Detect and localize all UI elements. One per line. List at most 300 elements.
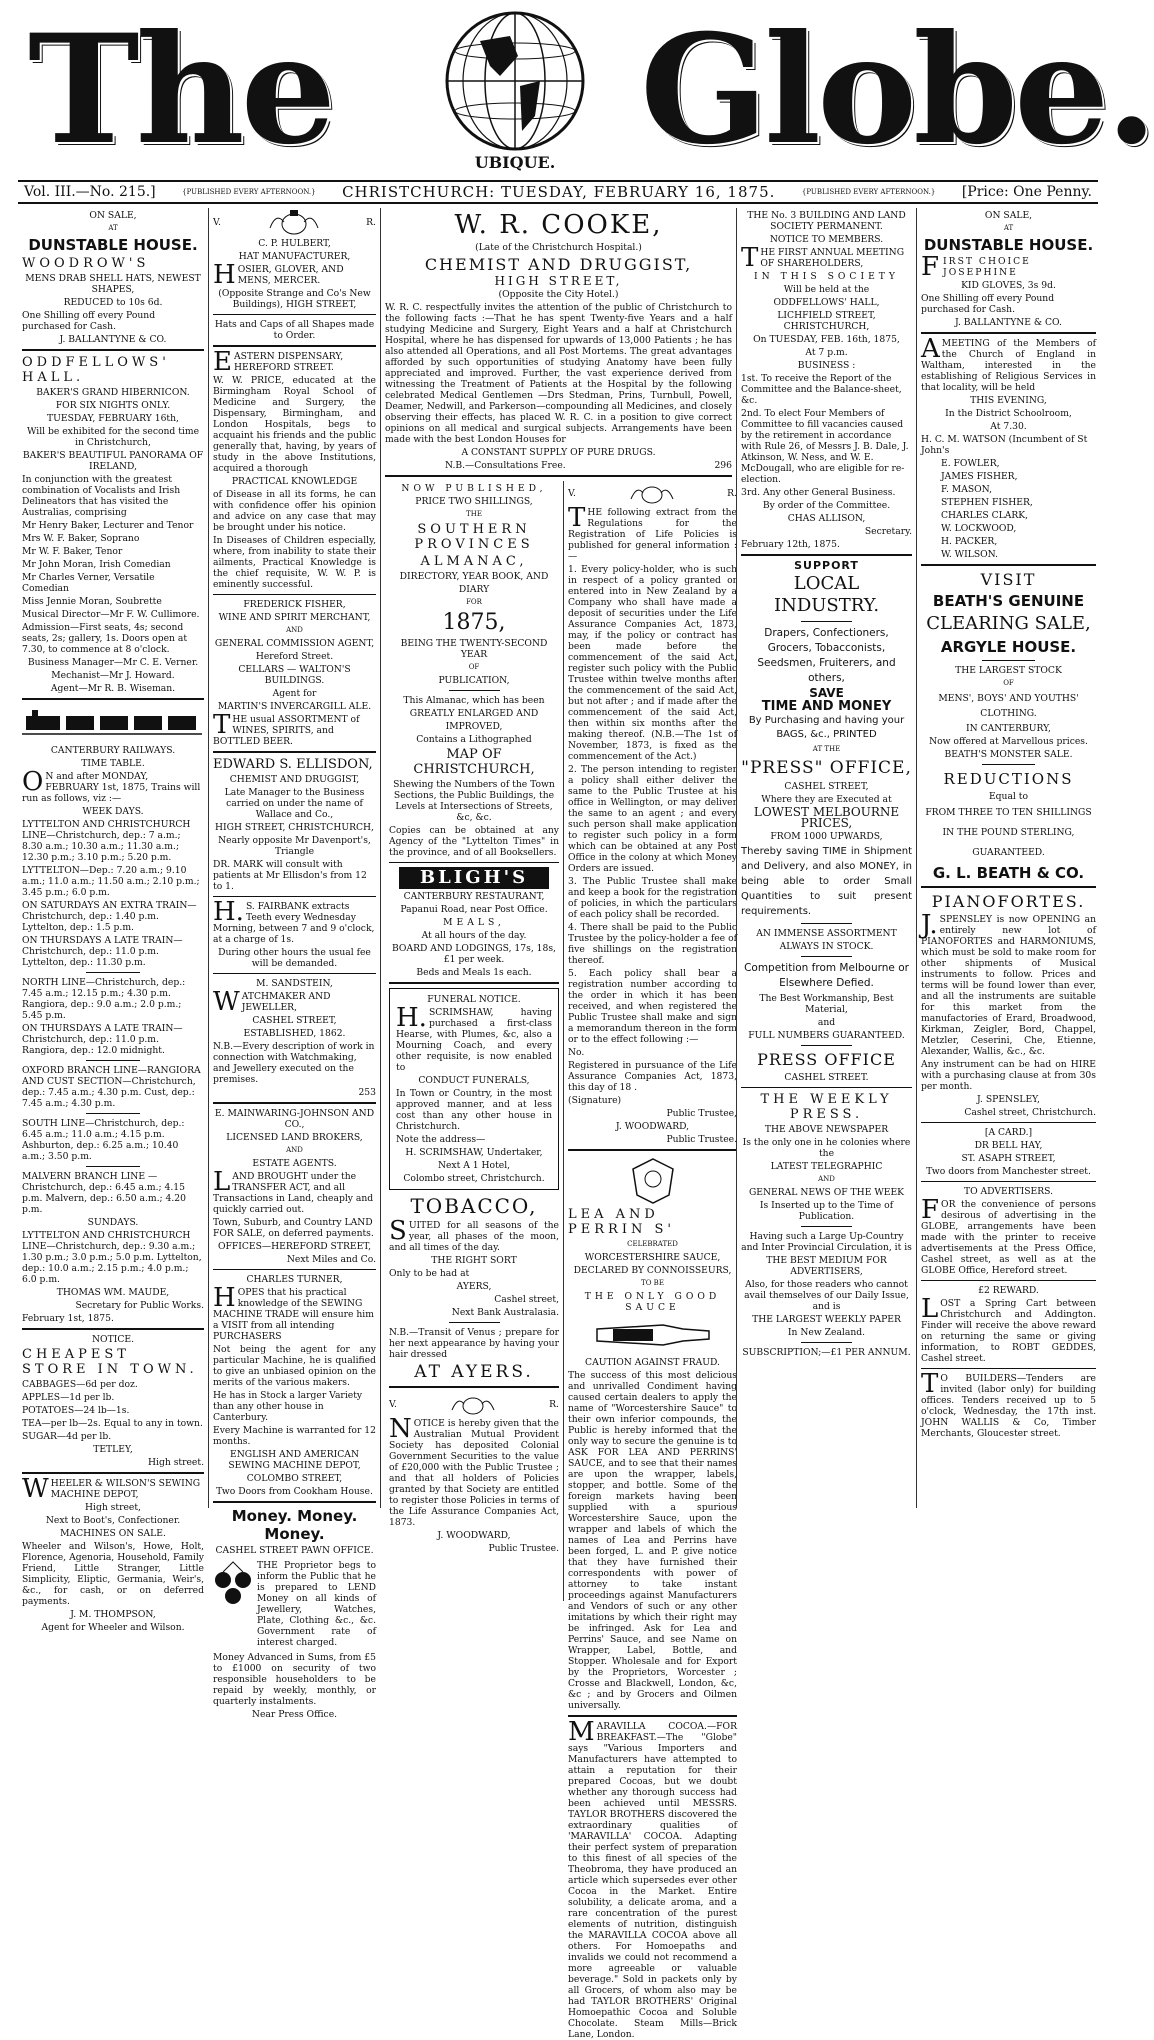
maude: THOMAS WM. MAUDE, bbox=[56, 1287, 170, 1298]
thompson: J. M. THOMPSON, bbox=[70, 1609, 156, 1620]
price-4: TEA—per lb—2s. Equal to any in town. bbox=[22, 1418, 203, 1429]
workmanship: The Best Workmanship, Best Material, bbox=[759, 993, 894, 1015]
cooke-consult-num: 296 bbox=[714, 460, 732, 471]
price: [Price: One Penny. bbox=[961, 184, 1092, 200]
will-be-held: Will be held at the bbox=[783, 284, 870, 295]
by-order: By order of the Committee. bbox=[762, 500, 891, 511]
for-label: FOR bbox=[466, 598, 482, 606]
column-2 bbox=[208, 208, 380, 1720]
name-6: CHARLES CLARK, bbox=[941, 510, 1029, 521]
eastern-dispensary: EASTERN DISPENSARY, HEREFORD STREET. bbox=[213, 347, 344, 377]
masthead-title-right: Globe. bbox=[640, 2, 1154, 178]
above-newspaper: THE ABOVE NEWSPAPER bbox=[764, 1124, 889, 1135]
regulation-5: 5. Each policy shall bear a registration number according to the order in which it has been received, and when registered the Public Trustee shall make and sign a memorandum thereon in the form or to the effect following :— bbox=[568, 968, 737, 1045]
oxford-line: OXFORD BRANCH LINE—RANGIORA AND CUST SECTION—Christchurch, dep.: 7.45 a.m.; 4.30 p.m. Cust, dep.: 7.45 a.m.; 4.30 p.m. bbox=[22, 1065, 201, 1109]
subscription: SUBSCRIPTION;—£1 PER ANNUM. bbox=[742, 1347, 911, 1358]
visit: VISIT bbox=[980, 570, 1037, 589]
name-1: H. C. M. WATSON (Incumbent of St John's bbox=[921, 434, 1088, 456]
name-4: F. MASON, bbox=[941, 484, 993, 495]
at-ayers: AT AYERS. bbox=[414, 1362, 534, 1382]
public-trustee-2: Public Trustee, bbox=[666, 1108, 737, 1119]
two-doors-manchester: Two doors from Manchester street. bbox=[926, 1166, 1091, 1177]
conduct-funerals: CONDUCT FUNERALS, bbox=[418, 1075, 530, 1086]
at-730: At 7.30. bbox=[990, 421, 1027, 432]
woodward: J. WOODWARD, bbox=[437, 1530, 511, 1541]
ellisdon-late: Late Manager to the Business carried on under the name of Wallace and Co., bbox=[224, 787, 365, 820]
bell-hay: DR BELL HAY, bbox=[974, 1140, 1043, 1151]
cooke-chemist: CHEMIST AND DRUGGIST, bbox=[424, 255, 693, 274]
column-5 bbox=[916, 208, 1100, 1508]
money-advanced: Money Advanced in Sums, from £5 to £1000 on security of two responsible householders to be repaid by weekly, monthly, or quarterly instalments. bbox=[213, 1652, 376, 1707]
regulation-3: 3. The Public Trustee shall make and keep a book for the registration of policies, in which the particulars of each policy shall be recorded. bbox=[568, 876, 737, 920]
guaranteed: GUARANTEED. bbox=[972, 847, 1045, 858]
lyttelton-line-1: LYTTELTON AND CHRISTCHURCH LINE—Christchurch, dep.: 7 a.m.; 8.30 a.m.; 10.30 a.m.; 11.30 a.m.; 12.30 p.m.; 3.10 p.m.; 5.20 p.m. bbox=[22, 819, 191, 863]
cashel-street: CASHEL STREET, bbox=[784, 781, 869, 792]
now-offered: Now offered at Marvellous prices. bbox=[929, 736, 1088, 747]
cooke-late: (Late of the Christchurch Hospital.) bbox=[475, 242, 642, 253]
tobacco: TOBACCO, bbox=[410, 1194, 538, 1218]
ballantyne-2: J. BALLANTYNE & CO. bbox=[955, 317, 1062, 328]
money-heading: Money. Money. Money. bbox=[231, 1507, 358, 1543]
largest-stock: THE LARGEST STOCK bbox=[955, 665, 1062, 676]
public-trustee-3: Public Trustee. bbox=[666, 1134, 737, 1145]
established: ESTABLISHED, 1862. bbox=[243, 1028, 346, 1039]
hosier: HOSIER, GLOVER, AND MENS, MERCER. bbox=[213, 260, 344, 290]
machines-on-sale: MACHINES ON SALE. bbox=[60, 1528, 166, 1539]
cooke-supply: A CONSTANT SUPPLY OF PURE DRUGS. bbox=[461, 447, 656, 458]
land-body: LAND BROUGHT under the TRANSFER ACT, and all Transactions in Land, cheaply and quickly carried out. bbox=[213, 1167, 374, 1215]
hats-caps: Hats and Caps of all Shapes made to Order. bbox=[214, 319, 375, 341]
pawn-body: THE Proprietor begs to inform the Public that he is prepared to LEND Money on all kinds of Jewellery, Watches, Plate, Clothing &c., &c. Government rate of interest charged. bbox=[257, 1560, 376, 1648]
lowest-prices: LOWEST MELBOURNE PRICES, bbox=[753, 805, 900, 830]
funeral-body-2: In Town or Country, in the most approved manner, and at less cost than any other house in Christchurch. bbox=[396, 1088, 552, 1132]
during: During other hours the usual fee will be demanded. bbox=[218, 947, 371, 969]
almanac: ALMANAC, bbox=[420, 554, 528, 569]
crest-r: R. bbox=[366, 216, 376, 228]
right-sort: THE RIGHT SORT bbox=[431, 1255, 517, 1266]
lost-cart: LOST a Spring Cart between Christchurch and Addington. Finder will receive the above reward on returning the same or giving information, to ROBT GEDDES, Cashel street. bbox=[921, 1294, 1096, 1364]
to-advertisers: TO ADVERTISERS. bbox=[963, 1186, 1054, 1197]
name-5: STEPHEN FISHER, bbox=[941, 497, 1033, 508]
hat-manufacturer: HAT MANUFACTURER, bbox=[238, 251, 351, 262]
item-3: 3rd. Any other General Business. bbox=[741, 487, 896, 498]
schoolroom: In the District Schoolroom, bbox=[945, 408, 1072, 419]
shilling-off: One Shilling off every Pound purchased for Cash. bbox=[22, 310, 156, 332]
secretary: Secretary. bbox=[864, 526, 912, 537]
feb-12: February 12th, 1875. bbox=[741, 539, 840, 550]
local-industry: LOCAL INDUSTRY. bbox=[773, 573, 880, 616]
beaths-genuine: BEATH'S GENUINE bbox=[932, 592, 1085, 610]
shewing: Shewing the Numbers of the Town Sections, the Public Buildings, the Levels at Intersections of Streets, &c, &c. bbox=[393, 779, 555, 823]
reduced: REDUCED to 10s 6d. bbox=[63, 297, 163, 308]
regulation-4: 4. There shall be paid to the Public Trustee by the policy-holder a fee of five shillings on the registration thereof. bbox=[568, 922, 737, 966]
cast-3: Mr W. F. Baker, Tenor bbox=[22, 546, 123, 557]
allison: CHAS ALLISON, bbox=[787, 513, 866, 524]
ellisdon-high: HIGH STREET, CHRISTCHURCH, bbox=[215, 822, 374, 833]
largest-weekly: THE LARGEST WEEKLY PAPER bbox=[752, 1314, 901, 1325]
canterbury-restaurant: CANTERBURY RESTAURANT, bbox=[403, 891, 545, 902]
fairbank: H.S. FAIRBANK extracts Teeth every Wednesday Morning, between 7 and 9 o'clock, at a charge of 1s. bbox=[213, 897, 375, 945]
crest-v-3: V. bbox=[568, 487, 576, 499]
latest-telegraphic: LATEST TELEGRAPHIC bbox=[770, 1161, 883, 1172]
pianofortes: PIANOFORTES. bbox=[931, 892, 1086, 911]
pawn-balls-icon bbox=[213, 1558, 253, 1604]
notice-members: NOTICE TO MEMBERS. bbox=[769, 234, 884, 245]
agent: Agent—Mr R. B. Wiseman. bbox=[50, 683, 176, 694]
full-numbers: FULL NUMBERS GUARANTEED. bbox=[748, 1030, 905, 1041]
note-address: Note the address— bbox=[396, 1134, 486, 1145]
regulations-intro: THE following extract from the Regulations for the Registration of Life Policies is published for general information :— bbox=[568, 503, 737, 562]
first-choice: FIRST CHOICE JOSEPHINE bbox=[921, 252, 1031, 282]
at-label: AT bbox=[108, 224, 118, 232]
save: SAVE bbox=[809, 686, 844, 700]
south-line: SOUTH LINE—Christchurch, dep.: 6.45 a.m.; 11.0 a.m.; 4.15 p.m. Ashburton, dep.: 6.25 a.m.; 10.40 a.m.; 3.50 p.m. bbox=[22, 1118, 185, 1162]
exhibited: Will be exhibited for the second time in Christchurch, bbox=[26, 426, 200, 448]
opposite-strange: (Opposite Strange and Co's New Buildings), HIGH STREET, bbox=[218, 288, 371, 310]
southern-provinces: SOUTHERN PROVINCES bbox=[414, 522, 534, 552]
ellisdon: EDWARD S. ELLISDON, bbox=[213, 757, 373, 772]
in-nz: In New Zealand. bbox=[787, 1327, 866, 1338]
issue-date: CHRISTCHURCH: TUESDAY, FEBRUARY 16, 1875. bbox=[342, 183, 776, 201]
the-label: THE bbox=[466, 510, 482, 518]
ballantyne: J. BALLANTYNE & CO. bbox=[59, 334, 167, 345]
oddfellows-heading: ODDFELLOWS' HALL. bbox=[22, 355, 170, 385]
celebrated: CELEBRATED bbox=[627, 1240, 678, 1248]
thursdays: ON THURSDAYS A LATE TRAIN—Christchurch, dep.: 11.0 p.m. Lyttelton, dep.: 11.30 p.m. bbox=[22, 935, 183, 968]
suited: SUITED for all seasons of the year, all phases of the moon, and all times of the day. bbox=[389, 1216, 559, 1253]
saturdays: ON SATURDAYS AN EXTRA TRAIN—Christchurch, dep.: 1.40 p.m. Lyttelton, dep.: 1.5 p.m. bbox=[22, 900, 197, 933]
practical-knowledge: PRACTICAL KNOWLEDGE bbox=[231, 476, 358, 487]
directory: DIRECTORY, YEAR BOOK, AND bbox=[399, 571, 549, 582]
only-good-sauce: THE ONLY GOOD SAUCE bbox=[584, 1291, 721, 1313]
nb-watchmaking: N.B.—Every description of work in connection with Watchmaking, and Jewellery executed on the premises. bbox=[213, 1041, 375, 1085]
watchmaker: WATCHMAKER AND JEWELLER, bbox=[213, 987, 331, 1017]
next-bank: Next Bank Australasia. bbox=[451, 1307, 559, 1318]
only-had: Only to be had at bbox=[389, 1268, 470, 1279]
cooke-body: W. R. C. respectfully invites the attention of the public of Christchurch to the following facts :—That he has spent Twenty-five Years and a half studying Medicine and Surgery, Eight Years and a half at Christchurch Hospital, where he has dispensed for upwards of 13,000 Patients ; he has also attended all Operations, and all Post Mortems. The great advantages afforded by such opportunities of studying Anatomy have been fully appreciated and improved. Further, the vast experience derived from witnessing the Treatment of Patients at the Hospital by the following celebrated Medical Gentlemen —Drs Stedman, Prins, Turnbull, Powell, Deamer, Nedwill, and Parkerson—compounding all Medicines, and closely observing their effects, has placed W. R. C. in a position to give correct opinions on all medical and surgical subjects. Arrangements have been made with the best London Houses for bbox=[385, 302, 732, 445]
price-5: SUGAR—4d per lb. bbox=[22, 1431, 112, 1442]
wheeler-heading: WHEELER & WILSON'S SEWING MACHINE DEPOT, bbox=[22, 1474, 201, 1504]
woodward-2: J. WOODWARD, bbox=[615, 1121, 690, 1132]
pawn-office: CASHEL STREET PAWN OFFICE. bbox=[215, 1545, 374, 1556]
cellars: CELLARS — WALTON'S BUILDINGS. bbox=[238, 664, 351, 686]
colombo-street: COLOMBO STREET, bbox=[246, 1473, 343, 1484]
clearing-sale: CLEARING SALE, bbox=[926, 613, 1091, 634]
colombo: Colombo street, Christchurch. bbox=[403, 1173, 545, 1184]
building-society: THE No. 3 BUILDING AND LAND SOCIETY PERMANENT. bbox=[747, 210, 906, 232]
wheeler-high: High street, bbox=[85, 1502, 141, 1513]
nb-number: 253 bbox=[358, 1087, 376, 1098]
cast-2: Mrs W. F. Baker, Soprano bbox=[22, 533, 140, 544]
mens-clothing: MENS', BOYS' AND YOUTHS' CLOTHING. bbox=[938, 693, 1079, 719]
improved: IMPROVED, bbox=[445, 721, 503, 732]
three-to-ten: FROM THREE TO TEN SHILLINGS bbox=[925, 807, 1092, 818]
baker-heading: BAKER'S GRAND HIBERNICON. bbox=[36, 387, 190, 398]
thereby-saving: Thereby saving TIME in Shipment and Delivery, and also MONEY, in being able to order Small Quantities to suit present requirements. bbox=[741, 846, 912, 917]
feb-1: February 1st, 1875. bbox=[22, 1313, 114, 1324]
caution-body: The success of this most delicious and unrivalled Condiment having caused certain dealers to apply the name of "Worcestershire Sauce" to their own inferior compounds, the Public is hereby informed that the only way to secure the genuine is to ASK FOR LEA AND PERRINS' SAUCE, and to see that their names are upon the wrapper, labels, stopper, and bottle. Some of the foreign markets having been supplied with a spurious Worcestershire Sauce, upon the wrapper and labels of which the names of Lea and Perrins have been forged, L. and P. give notice that they have furnished their correspondents with power of attorney to take instant proceedings against Manufacturers and Vendors of such or any other imitations by which their right may be infringed. Ask for Lea and Perrins' Sauce, and see Name on Wrapper, Label, Bottle, and Stopper. Wholesale and for Export by the Proprietors, Worcester ; Crosse and Blackwell, London, &c, &c ; and by Grocers and Oilmen universally. bbox=[568, 1370, 737, 1711]
two-doors-cookham: Two Doors from Cookham House. bbox=[216, 1486, 373, 1497]
reward: £2 REWARD. bbox=[978, 1285, 1039, 1296]
equal-to: Equal to bbox=[988, 791, 1029, 802]
funeral-body: H.SCRIMSHAW, having purchased a first-class Hearse, with Plumes, &c, also a Mourning Coach, and every other requisite, is now enabled to bbox=[396, 1003, 552, 1073]
cast-6: Miss Jennie Moran, Soubrette bbox=[22, 596, 162, 607]
cast-7: Musical Director—Mr F. W. Cullimore. bbox=[22, 609, 200, 620]
sandstein-cashel: CASHEL STREET, bbox=[252, 1015, 337, 1026]
spensley-cashel: Cashel street, Christchurch. bbox=[964, 1107, 1096, 1118]
blighs-heading: BLIGH'S bbox=[399, 867, 549, 889]
turner-stock: He has in Stock a larger Variety than any other house in Canterbury. bbox=[213, 1390, 363, 1423]
having-such: Having such a Large Up-Country and Inter Provincial Circulation, it is bbox=[741, 1231, 912, 1253]
year-1875: 1875, bbox=[442, 610, 506, 635]
column-4 bbox=[736, 208, 916, 1508]
name-8: H. PACKER, bbox=[941, 536, 998, 547]
always-in-stock: ALWAYS IN STOCK. bbox=[779, 941, 874, 952]
immense: AN IMMENSE ASSORTMENT bbox=[756, 928, 897, 939]
canterbury-railways: CANTERBURY RAILWAYS. bbox=[50, 745, 176, 756]
turner-hopes: HOPES that his practical knowledge of the SEWING MACHINE TRADE will ensure him a VISIT from all intending PURCHASERS bbox=[213, 1283, 374, 1342]
at-label-2: AT bbox=[1003, 224, 1014, 232]
papanui: Papanui Road, near Post Office. bbox=[400, 904, 548, 915]
only-one: Is the only one in he colonies where the bbox=[742, 1137, 911, 1159]
regulation-2: 2. The person intending to register a policy shall either deliver the same to the Public Trustee at his office in Wellington, or may deliver the same to an agent ; and every such person shall make application to register such policy in a form which can be obtained at any Post Office in the colony at which Money Orders are issued. bbox=[568, 764, 737, 874]
from-1000: FROM 1000 UPWARDS, bbox=[770, 831, 883, 842]
first-meeting: THE FIRST ANNUAL MEETING OF SHAREHOLDERS, bbox=[741, 243, 905, 273]
meeting: AMEETING of the Members of the Church of England in Waltham, interested in the establishing of Religious Services in that locality, will be held bbox=[921, 334, 1096, 393]
lyttelton-line-2: LYTTELTON—Dep.: 7.20 a.m.; 9.10 a.m.; 11.0 a.m.; 11.50 a.m.; 2.10 p.m.; 3.45 p.m.; 6.0 p.m. bbox=[22, 865, 200, 898]
regulation-1: 1. Every policy-holder, who is such in respect of a policy granted or entered into in New Zealand by a Company who shall have made a deposit of securities under the Life Assurance Companies Act, 1873, may, if the policy or contract has been made before the commencement of the said Act, register such policy with the Public Trustee within twelve months after the commencement of the said Act, but not after ; and if made after the commencement of the said Act, then within six months after the making thereof. (N.B.—The 1st of November, 1873, is fixed as the commencement of the Act.) bbox=[568, 564, 737, 762]
and-label: AND bbox=[286, 626, 303, 634]
wheeler-next: Next to Boot's, Confectioner. bbox=[45, 1515, 181, 1526]
ayers: AYERS, bbox=[456, 1281, 492, 1292]
column-3 bbox=[380, 208, 737, 2040]
transit-venus: N.B.—Transit of Venus ; prepare for her next appearance by having your hair dressed bbox=[389, 1327, 559, 1360]
support: SUPPORT bbox=[794, 559, 859, 572]
time-table: TIME TABLE. bbox=[81, 758, 145, 769]
purchasing: By Purchasing and having your BAGS, &c., PRINTED bbox=[748, 715, 905, 740]
offices: OFFICES—HEREFORD STREET, bbox=[217, 1241, 372, 1252]
to-be: TO BE bbox=[641, 1279, 664, 1287]
on-sale: ON SALE, bbox=[89, 210, 137, 221]
cast-5: Mr Charles Verner, Versatile Comedian bbox=[22, 572, 155, 594]
usual-assortment: THE usual ASSORTMENT of WINES, SPIRITS, and BOTTLED BEER. bbox=[213, 710, 360, 747]
maude-title: Secretary for Public Works. bbox=[75, 1300, 204, 1311]
land-brokers: LICENSED LAND BROKERS, bbox=[226, 1132, 363, 1143]
next-a1: Next A 1 Hotel, bbox=[437, 1160, 511, 1171]
cheapest-store: CHEAPEST STORE IN TOWN. bbox=[22, 1347, 198, 1377]
general-news: GENERAL NEWS OF THE WEEK bbox=[748, 1187, 905, 1198]
and-label-3: and bbox=[817, 1017, 836, 1028]
map-christchurch: MAP OF CHRISTCHURCH, bbox=[413, 747, 535, 777]
in-canterbury: IN CANTERBURY, bbox=[966, 723, 1051, 734]
commission-agent: GENERAL COMMISSION AGENT, bbox=[214, 638, 375, 649]
spensley: J. SPENSLEY, bbox=[977, 1094, 1040, 1105]
turner-warranted: Every Machine is warranted for 12 months. bbox=[213, 1425, 376, 1447]
children: In Diseases of Children especially, where, from inability to state their ailments, Practical Knowledge is the chief requisite, W. W. P. is eminently successful. bbox=[213, 535, 376, 590]
ellisdon-nearly: Nearly opposite Mr Davenport's, Triangle bbox=[218, 835, 371, 857]
monster-sale: BEATH'S MONSTER SALE. bbox=[944, 749, 1073, 760]
crest-r-2: R. bbox=[549, 1398, 559, 1410]
of-label: OF bbox=[468, 663, 480, 671]
cast-1: Mr Henry Baker, Lecturer and Tenor bbox=[22, 520, 194, 531]
greatly: GREATLY ENLARGED AND bbox=[409, 708, 539, 719]
all-hours: At all hours of the day. bbox=[421, 930, 527, 941]
price-3: POTATOES—24 lb—1s. bbox=[22, 1405, 130, 1416]
press-office-quote: "PRESS" OFFICE, bbox=[741, 758, 912, 778]
published-note-right: {PUBLISHED EVERY AFTERNOON.} bbox=[801, 188, 936, 196]
name-3: JAMES FISHER, bbox=[941, 471, 1018, 482]
cooke-consult: N.B.—Consultations Free. bbox=[445, 460, 566, 471]
lichfield: LICHFIELD STREET, CHRISTCHURCH, bbox=[777, 310, 876, 332]
cooke-heading: W. R. COOKE, bbox=[454, 210, 663, 240]
oddfellows-hall: ODDFELLOWS' HALL, bbox=[773, 297, 880, 308]
price-1: CABBAGES—6d per doz. bbox=[22, 1379, 138, 1390]
item-2: 2nd. To elect Four Members of Committee to fill vacancies caused by the retirement in accordance with Rule 26, of Messrs J. B. Dale, J. Atkinson, W. Ness, and W. E. McDougall, who are eligible for re-election. bbox=[741, 408, 909, 485]
hereford: Hereford Street. bbox=[255, 651, 334, 662]
published-note-left: {PUBLISHED EVERY AFTERNOON.} bbox=[182, 188, 316, 196]
col3-left bbox=[385, 481, 563, 1601]
hire: Any instrument can be had on HIRE with a purchasing clause at from 30s per month. bbox=[921, 1059, 1096, 1092]
time-and-money: TIME AND MONEY bbox=[761, 699, 892, 714]
near-press: Near Press Office. bbox=[251, 1709, 338, 1720]
a-card: [A CARD.] bbox=[984, 1127, 1033, 1138]
price-body: W. W. PRICE, educated at the Birmingham Royal School of Medicine and Surgery, the Dispensary, Birmingham, and London Hospitals, begs to acquaint his friends and the public generally that, having, by years of study in the above Institutions, acquired a thorough bbox=[213, 375, 376, 474]
crest-v-2: V. bbox=[389, 1398, 397, 1410]
on-and-after: ON and after MONDAY, FEBRUARY 1st, 1875, Trains will run as follows, viz :— bbox=[22, 767, 201, 804]
next-miles: Next Miles and Co. bbox=[286, 1254, 376, 1265]
mainwaring: E. MAINWARING-JOHNSON AND CO., bbox=[214, 1108, 375, 1130]
thompson-title: Agent for Wheeler and Wilson. bbox=[41, 1622, 185, 1633]
spensley-body: J.SPENSLEY is now OPENING an entirely new lot of PIANOFORTES and HARMONIUMS, which must be sold to make room for other shipments of Musical instruments to follow. Prices and terms will be found lower than ever, and all the instruments are suitable for this market from the manufactories of Erard, Broadwood, Kirkman, Zeigler, Bord, Chappel, Metzler, Ceserini, Che, Etienne, Alexander, Wallis, &c., &c. bbox=[921, 910, 1096, 1057]
tuesday: TUESDAY, FEBRUARY 16th, bbox=[47, 413, 179, 424]
cashel-street-2: CASHEL STREET. bbox=[784, 1072, 869, 1083]
crest-r-3: R. bbox=[727, 487, 737, 499]
inserted: Is Inserted up to the Time of Publication. bbox=[759, 1200, 894, 1222]
reg-no: No. bbox=[568, 1047, 585, 1058]
sandstein: M. SANDSTEIN, bbox=[256, 978, 333, 989]
almanac-enlarged: This Almanac, which has been bbox=[403, 695, 545, 706]
charles-turner: CHARLES TURNER, bbox=[246, 1274, 343, 1285]
st-asaph: ST. ASAPH STREET, bbox=[961, 1153, 1056, 1164]
lea-perrins: LEA AND PERRIN S' bbox=[568, 1207, 675, 1237]
business-manager: Business Manager—Mr C. E. Verner. bbox=[27, 657, 199, 668]
lea-perrins-crest-icon bbox=[623, 1155, 683, 1205]
registered: Registered in pursuance of the Life Assurance Companies Act, 1873, this day of 18 . bbox=[568, 1060, 737, 1093]
shilling-off-2: One Shilling off every Pound purchased for Cash. bbox=[921, 293, 1055, 315]
to-builders: TO BUILDERS—Tenders are invited (labor only) for building offices. Tenders received up to 5 o'clock, Wednesday, the 17th inst. JOHN WALLIS & Co, Timber Merchants, Gloucester street. bbox=[921, 1369, 1096, 1439]
weekly-press: THE WEEKLY PRESS. bbox=[760, 1092, 893, 1122]
public-trustee: Public Trustee. bbox=[488, 1543, 559, 1554]
royal-crest-icon bbox=[264, 208, 324, 236]
lyttelton-sunday: LYTTELTON AND CHRISTCHURCH LINE—Christchurch, dep.: 9.30 a.m.; 1.30 p.m.; 3.0 p.m.; 5.0 p.m. Lyttelton, dep.: 10.0 a.m.; 2.15 p.m.; 4.0 p.m.; 6.0 p.m. bbox=[22, 1230, 202, 1285]
six-nights: FOR SIX NIGHTS ONLY. bbox=[55, 400, 171, 411]
dr-mark: DR. MARK will consult with patients at Mr Ellisdon's from 12 to 1. bbox=[213, 859, 367, 892]
at-7pm: At 7 p.m. bbox=[805, 347, 848, 358]
north-thursdays: ON THURSDAYS A LATE TRAIN—Christchurch, dep.: 11.0 p.m. Rangiora, dep.: 12.0 midnight. bbox=[22, 1023, 183, 1056]
woodrows-heading: WOODROW'S bbox=[22, 256, 150, 271]
gl-beath: G. L. BEATH & CO. bbox=[932, 864, 1085, 882]
where-executed: Where they are Executed at bbox=[761, 794, 892, 805]
name-7: W. LOCKWOOD, bbox=[941, 523, 1017, 534]
kid-gloves: KID GLOVES, 3s 9d. bbox=[961, 280, 1056, 291]
declared: DECLARED BY CONNOISSEURS, bbox=[573, 1265, 732, 1276]
notice: NOTICE. bbox=[92, 1334, 134, 1345]
malvern-line: MALVERN BRANCH LINE — Christchurch, dep.: 6.45 a.m.; 4.15 p.m. Malvern, dep.: 6.50 a.m.; 4.20 p.m. bbox=[22, 1171, 186, 1215]
caution: CAUTION AGAINST FRAUD. bbox=[585, 1357, 720, 1368]
worcestershire: WORCESTERSHIRE SAUCE, bbox=[584, 1252, 721, 1263]
price-two: PRICE TWO SHILLINGS, bbox=[415, 496, 533, 507]
agent-for: Agent for bbox=[272, 688, 317, 699]
price-2: APPLES—1d per lb. bbox=[22, 1392, 115, 1403]
tetley-street: High street. bbox=[148, 1457, 204, 1468]
argyle-house: ARGYLE HOUSE. bbox=[940, 638, 1077, 656]
of-label-2: OF bbox=[1003, 679, 1014, 687]
royal-crest-icon bbox=[627, 481, 677, 505]
scrimshaw: H. SCRIMSHAW, Undertaker, bbox=[405, 1147, 543, 1158]
board: BOARD AND LODGINGS, 17s, 18s, £1 per week. bbox=[392, 943, 556, 965]
sauce-bottle-icon bbox=[593, 1315, 713, 1355]
north-line: NORTH LINE—Christchurch, dep.: 7.45 a.m.; 12.15 p.m.; 4.30 p.m. Rangiora, dep.: 9.0 a.m.; 2.0 p.m.; 5.45 p.m. bbox=[22, 977, 186, 1021]
this-evening: THIS EVENING, bbox=[970, 395, 1047, 406]
wine-merchant: WINE AND SPIRIT MERCHANT, bbox=[218, 612, 371, 623]
in-this-society: IN THIS SOCIETY bbox=[754, 271, 899, 282]
conjunction: In conjunction with the greatest combination of Vocalists and Irish Delineators that has visited the Australias, comprising bbox=[22, 474, 181, 518]
on-sale-2: ON SALE, bbox=[984, 210, 1033, 221]
turner-not-agent: Not being the agent for any particular Machine, he is qualified to give an unbiased opinion on the merits of the various makers. bbox=[213, 1344, 376, 1388]
martins: MARTIN'S INVERCARGILL ALE. bbox=[217, 701, 372, 712]
dateline bbox=[18, 180, 1098, 204]
meals: MEALS, bbox=[443, 917, 505, 928]
masthead-motto: UBIQUE. bbox=[474, 153, 556, 172]
mechanist: Mechanist—Mr J. Howard. bbox=[51, 670, 175, 681]
funeral-box bbox=[389, 988, 559, 1190]
panorama: BAKER'S BEAUTIFUL PANORAMA OF IRELAND, bbox=[22, 450, 204, 472]
diary: DIARY bbox=[458, 584, 490, 595]
in-pound: IN THE POUND STERLING, bbox=[942, 827, 1075, 838]
on-tuesday: On TUESDAY, FEB. 16th, 1875, bbox=[753, 334, 900, 345]
ellisdon-chemist: CHEMIST AND DRUGGIST, bbox=[229, 774, 360, 785]
disease: of Disease in all its forms, he can with confidence offer his opinion and advice on any case that may be brought under his notice. bbox=[213, 489, 376, 533]
english-american: ENGLISH AND AMERICAN SEWING MACHINE DEPOT, bbox=[228, 1449, 361, 1471]
col3-right bbox=[563, 481, 741, 2040]
hulbert: C. P. HULBERT, bbox=[258, 238, 331, 249]
royal-crest-icon bbox=[448, 1392, 498, 1416]
funeral-notice: FUNERAL NOTICE. bbox=[427, 994, 521, 1005]
drapers: Drapers, Confectioners, Grocers, Tobacconists, Seedsmen, Fruiterers, and others, bbox=[757, 627, 896, 684]
machines-body: Wheeler and Wilson's, Howe, Holt, Florence, Agenoria, Household, Family Friend, Little Stranger, Little Simplicity, Eliptic, Germania, Weir's, &c., for cash, or on deferred payments. bbox=[22, 1541, 204, 1607]
column-1 bbox=[18, 208, 208, 1633]
sundays: SUNDAYS. bbox=[87, 1217, 139, 1228]
also-readers: Also, for those readers who cannot avail themselves of our Daily Issue, and is bbox=[744, 1279, 909, 1312]
maravilla-cocoa: MARAVILLA COCOA.—FOR BREAKFAST.—The "Globe" says "Various Importers and Manufacturers have attempted to attain a reputation for their prepared Cocoas, but we doubt whether any thorough success had been achieved until MESSRS. TAYLOR BROTHERS discovered the extraordinary qualities of 'MARAVILLA' COCOA. Adapting their perfect system of preparation to this finest of all species of the Theobroma, they have produced an article which supersedes ever other Cocoa in the Market. Entire solubility, a delicate aroma, and a rare concentration of the purest elements of nutrition, distinguish the MARAVILLA COCOA above all others. For Homoepaths and invalids we could not recommend a more agreeable or valuable beverage." Sold in packets only by all Grocers, of whom also may be had TAYLOR BROTHERS' Original Homoepathic Cocoa and Soluble Chocolate. Steam Mills—Brick Lane, London. bbox=[568, 1717, 737, 2040]
lithographed: Contains a Lithographed bbox=[416, 734, 532, 745]
ayers-cashel: Cashel street, bbox=[494, 1294, 559, 1305]
admission: Admission—First seats, 4s; second seats, 2s; gallery, 1s. Doors open at 7.30, to commence at 8 o'clock. bbox=[22, 622, 188, 655]
now-published: NOW PUBLISHED, bbox=[401, 483, 547, 494]
reductions: REDUCTIONS bbox=[943, 770, 1074, 788]
competition: Competition from Melbourne or Elsewhere Defied. bbox=[744, 962, 909, 989]
masthead-title-left: The bbox=[28, 2, 333, 178]
crest-v: V. bbox=[213, 216, 221, 228]
twenty-second: BEING THE TWENTY-SECOND YEAR bbox=[400, 638, 548, 660]
train-icon bbox=[22, 708, 202, 736]
at-the: AT THE bbox=[812, 745, 841, 753]
amp-notice: NOTICE is hereby given that the Australian Mutual Provident Society has deposited Colonial Government Securities to the value of £20,000 with the Public Trustee ; and that all holders of Policies granted by that Society are entitled to register those Policies in terms of the Life Assurance Companies Act, 1873. bbox=[389, 1414, 559, 1528]
cast-4: Mr John Moran, Irish Comedian bbox=[22, 559, 171, 570]
and-label-2: AND bbox=[286, 1146, 303, 1154]
fisher: FREDERICK FISHER, bbox=[243, 599, 346, 610]
publication: PUBLICATION, bbox=[438, 675, 510, 686]
